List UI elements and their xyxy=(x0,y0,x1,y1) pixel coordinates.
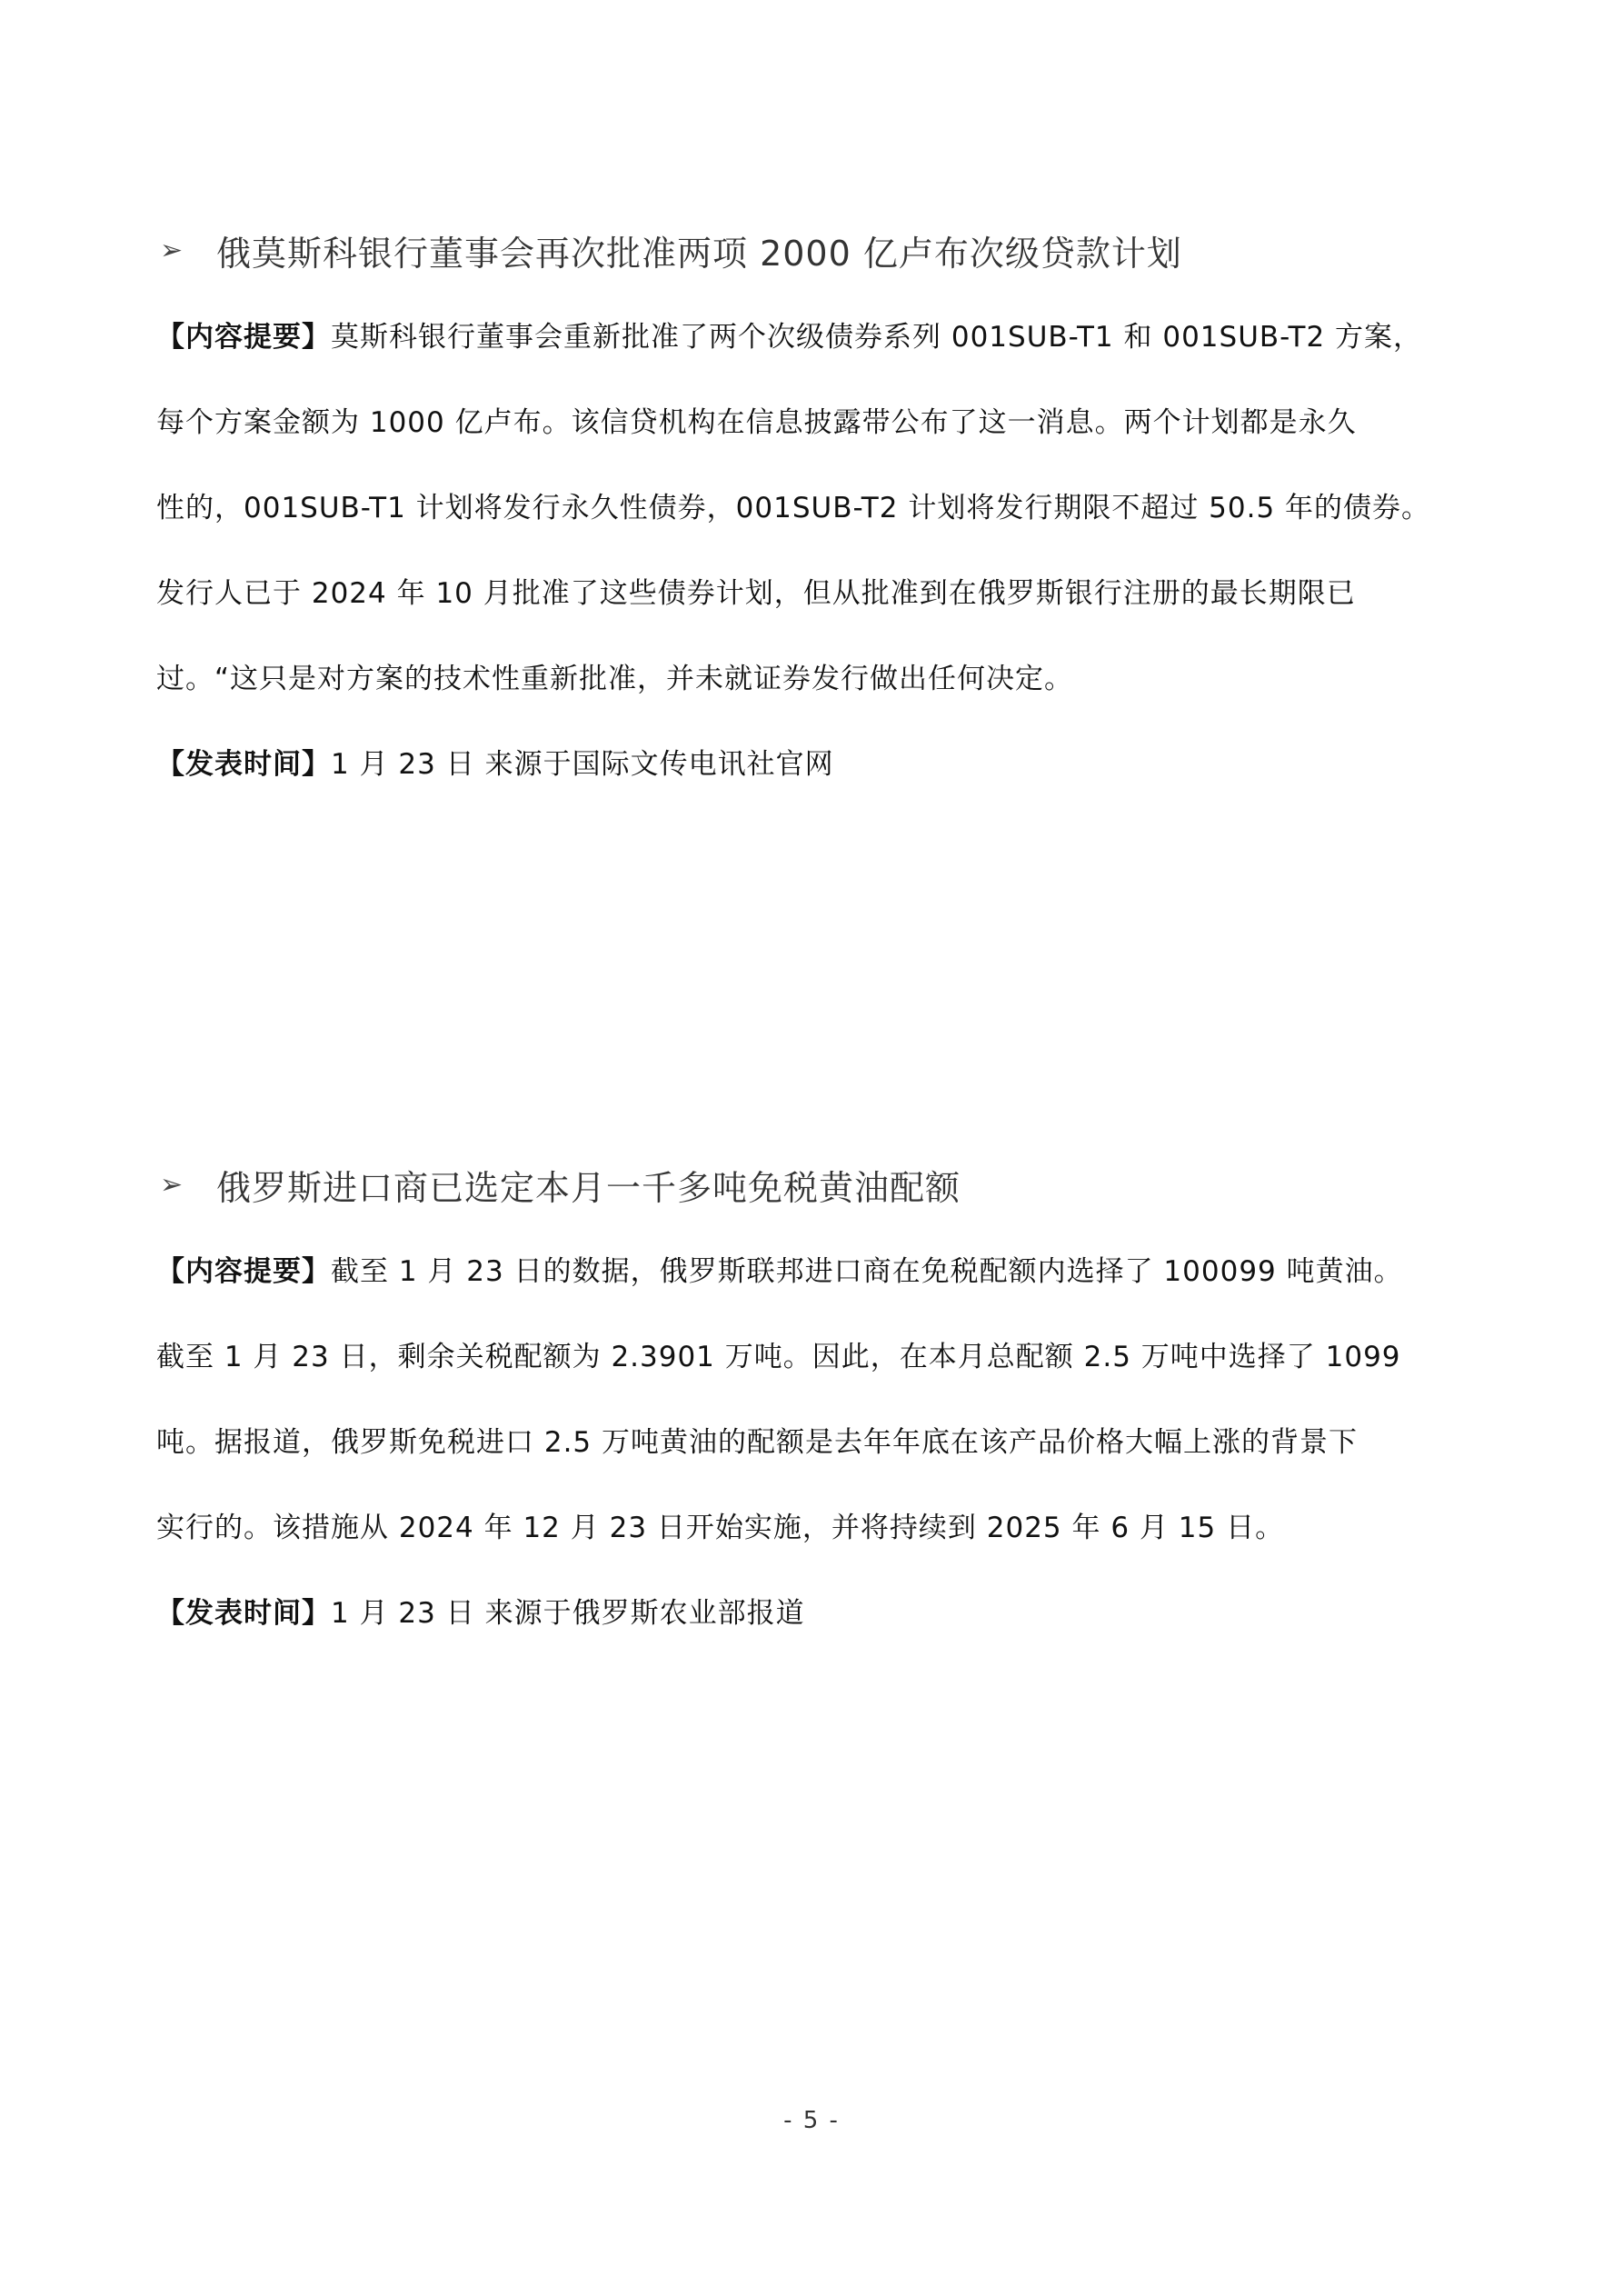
headline-text: 俄莫斯科银行董事会再次批准两项 2000 亿卢布次级贷款计划 xyxy=(216,233,1182,274)
summary-line: 每个方案金额为 1000 亿卢布。该信贷机构在信息披露带公布了这一消息。两个计划都是永久 xyxy=(156,406,1357,439)
summary-label: 【内容提要】 xyxy=(156,321,331,354)
summary-line: 过。“这只是对方案的技术性重新批准，并未就证券发行做出任何决定。 xyxy=(156,663,1074,695)
summary-line: 性的，001SUB-T1 计划将发行永久性债券，001SUB-T2 计划将发行期限不超过 50.5 年的债券。 xyxy=(156,492,1431,524)
news-item-1 xyxy=(156,218,1492,807)
summary-line: 吨。据报道，俄罗斯免税进口 2.5 万吨黄油的配额是去年年底在该产品价格大幅上涨的背景下 xyxy=(156,1426,1359,1459)
page-number: - 5 - xyxy=(783,2107,840,2134)
headline-text: 俄罗斯进口商已选定本月一千多吨免税黄油配额 xyxy=(216,1167,961,1208)
arrow-bullet-icon: ➢ xyxy=(160,234,184,266)
summary-line xyxy=(156,1229,1492,1314)
publish-time xyxy=(156,1571,1492,1656)
news-headline xyxy=(156,1153,1492,1216)
publish-time xyxy=(156,722,1492,807)
arrow-bullet-icon: ➢ xyxy=(160,1168,184,1201)
content-summary xyxy=(156,294,1492,722)
summary-line: 截至 1 月 23 日，剩余关税配额为 2.3901 万吨。因此，在本月总配额 2.5 万吨中选择了 1099 xyxy=(156,1341,1401,1373)
content-summary xyxy=(156,1229,1492,1571)
time-label: 【发表时间】 xyxy=(156,1597,331,1630)
summary-text: 截至 1 月 23 日的数据，俄罗斯联邦进口商在免税配额内选择了 100099 吨黄油。 xyxy=(331,1255,1403,1288)
time-text: 1 月 23 日 来源于俄罗斯农业部报道 xyxy=(331,1597,805,1630)
news-item-2 xyxy=(156,1153,1492,1656)
summary-line: 发行人已于 2024 年 10 月批准了这些债券计划，但从批准到在俄罗斯银行注册的最长期限已 xyxy=(156,577,1356,610)
summary-text: 莫斯科银行董事会重新批准了两个次级债券系列 001SUB-T1 和 001SUB-T2 方案， xyxy=(331,321,1423,354)
summary-line xyxy=(156,294,1492,380)
summary-label: 【内容提要】 xyxy=(156,1255,331,1288)
time-text: 1 月 23 日 来源于国际文传电讯社官网 xyxy=(331,748,834,781)
news-headline xyxy=(156,218,1492,282)
summary-line: 实行的。该措施从 2024 年 12 月 23 日开始实施，并将持续到 2025 年 6 月 15 日。 xyxy=(156,1512,1285,1544)
time-label: 【发表时间】 xyxy=(156,748,331,781)
